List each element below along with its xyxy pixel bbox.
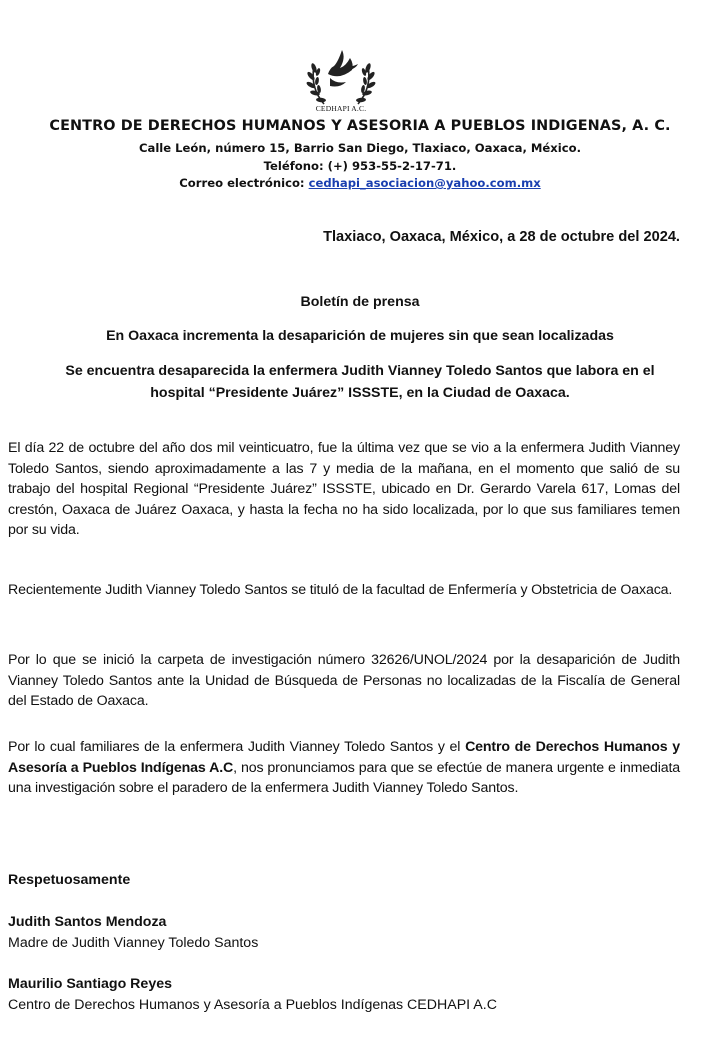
dove-laurel-logo-icon: [300, 44, 382, 110]
signer-1-name: Judith Santos Mendoza: [8, 914, 167, 930]
email-link[interactable]: cedhapi_asociacion@yahoo.com.mx: [308, 176, 541, 190]
subheadline-line-1: Se encuentra desaparecida la enfermera Judith Vianney Toledo Santos que labora en el: [65, 363, 655, 379]
signer-2-role: Centro de Derechos Humanos y Asesoría a Pueblos Indígenas CEDHAPI A.C: [8, 997, 497, 1013]
signer-2-name: Maurilio Santiago Reyes: [8, 976, 172, 992]
email-line: [0, 176, 720, 190]
org-name: CENTRO DE DERECHOS HUMANOS Y ASESORIA A PUEBLOS INDIGENAS, A. C.: [49, 118, 671, 134]
phone-line: Teléfono: (+) 953-55-2-17-71.: [263, 159, 457, 173]
email-label: Correo electrónico:: [179, 176, 305, 190]
headline: En Oaxaca incrementa la desaparición de mujeres sin que sean localizadas: [106, 328, 614, 344]
signer-1-role: Madre de Judith Vianney Toledo Santos: [8, 935, 259, 951]
body-paragraph-3: Por lo que se inició la carpeta de investigación número 32626/UNOL/2024 por la desaparición de Judith Vianney Toledo Santos ante la Unidad de Búsqueda de Personas no localizadas de la Fiscalía de General del Estado de Oaxaca.: [8, 652, 680, 710]
subheadline-line-2: hospital “Presidente Juárez” ISSSTE, en la Ciudad de Oaxaca.: [150, 385, 570, 401]
dateline: Tlaxiaco, Oaxaca, México, a 28 de octubre del 2024.: [323, 229, 680, 245]
logo-caption: CEDHAPI A.C.: [315, 104, 367, 113]
salutation: Respetuosamente: [8, 872, 131, 888]
p4-text-pre: Por lo cual familiares de la enfermera Judith Vianney Toledo Santos y el: [8, 739, 466, 755]
bulletin-label: Boletín de prensa: [300, 294, 420, 310]
p4-org-bold: Centro de Derechos Humanos y Asesoría a Pueblos Indígenas A.C: [8, 739, 681, 776]
body-paragraph-1: El día 22 de octubre del año dos mil veinticuatro, fue la última vez que se vio a la enfermera Judith Vianney Toledo Santos, siendo aproximadamente a las 7 y media de la mañana, en el momento que salió de su trabajo del hospital Regional “Presidente Juárez” ISSSTE, ubicado en Dr. Gerardo Varela 617, Lomas del crestón, Oaxaca de Juárez Oaxaca, y hasta la fecha no ha sido localizada, por lo que sus familiares temen por su vida.: [8, 440, 680, 539]
body-paragraph-4: [8, 737, 680, 799]
p4-text-post: , nos pronunciamos para que se efectúe de manera urgente e inmediata una investigación sobre el paradero de la enfermera Judith Vianney Toledo Santos.: [8, 759, 681, 797]
address-line: Calle León, número 15, Barrio San Diego, Tlaxiaco, Oaxaca, México.: [138, 141, 581, 155]
body-paragraph-2: Recientemente Judith Vianney Toledo Santos se tituló de la facultad de Enfermería y Obstetricia de Oaxaca.: [8, 582, 673, 598]
